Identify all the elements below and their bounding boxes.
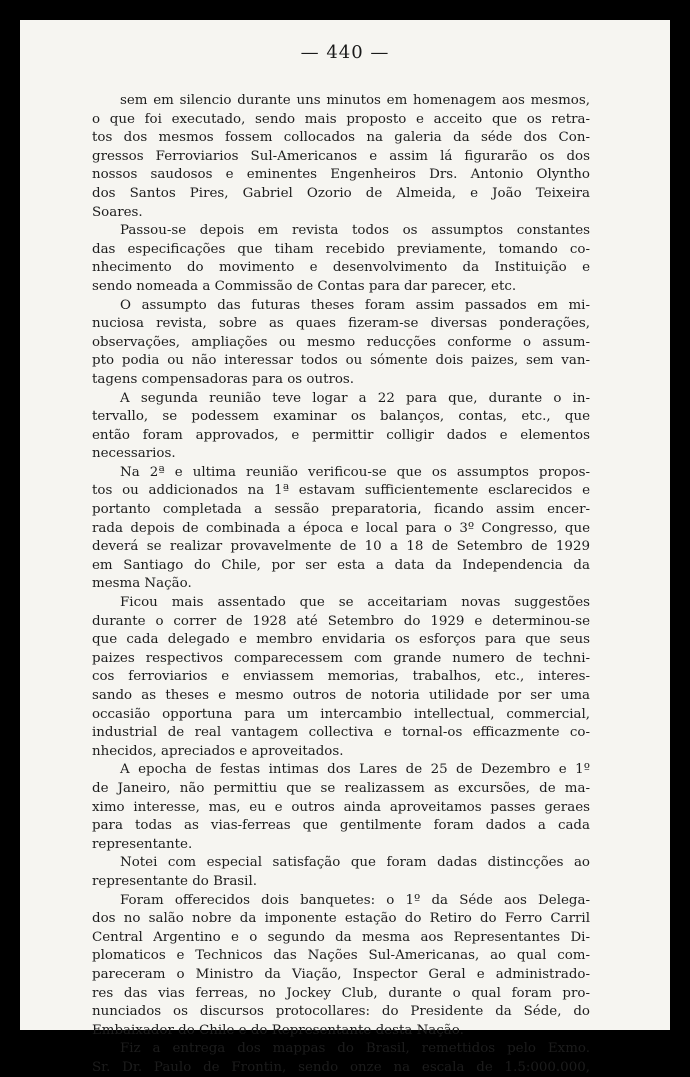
text-line: necessarios. xyxy=(92,446,176,462)
text-line: Notei com especial satisfação que foram dadas distincções ao xyxy=(120,855,590,871)
text-line: tervallo, se podessem examinar os balanços, contas, etc., que xyxy=(92,409,590,425)
paragraph xyxy=(92,464,590,594)
body-text xyxy=(92,92,590,1077)
text-line: tos dos mesmos fossem collocados na galeria da séde dos Con- xyxy=(92,130,590,146)
paragraph xyxy=(92,390,590,464)
text-line: das especificações que tiham recebido previamente, tomando co- xyxy=(92,241,590,257)
text-line: Ficou mais assentado que se acceitariam novas suggestões xyxy=(120,595,590,611)
text-line: de Janeiro, não permittiu que se realizassem as excursões, de ma- xyxy=(92,780,590,796)
text-line: sendo nomeada a Commissão de Contas para dar parecer, etc. xyxy=(92,278,517,294)
paragraph xyxy=(92,594,590,761)
text-line: representante do Brasil. xyxy=(92,873,258,889)
paragraph xyxy=(92,892,590,1041)
page-number: — 440 — xyxy=(300,42,390,63)
text-line: dos Santos Pires, Gabriel Ozorio de Almeida, e João Teixeira xyxy=(92,185,590,201)
text-line: tos ou addicionados na 1ª estavam sufficientemente esclarecidos e xyxy=(92,483,590,499)
text-line: ximo interesse, mas, eu e outros ainda aproveitamos passes geraes xyxy=(92,799,590,815)
text-line: sando as theses e mesmo outros de notoria utilidade por ser uma xyxy=(92,688,590,703)
text-line: o que foi executado, sendo mais proposto e acceito que os retra- xyxy=(92,111,590,127)
text-line: Na 2ª e ultima reunião verificou-se que os assumptos propos- xyxy=(120,464,590,480)
text-line: gressos Ferroviarios Sul-Americanos e assim lá figurarão os dos xyxy=(92,148,590,164)
paragraph xyxy=(92,1040,590,1077)
text-line: Sr. Dr. Paulo de Frontin, sendo onze na escala de 1.5:000.000, xyxy=(92,1059,590,1075)
text-line: nhecimento do movimento e desenvolvimento da Instituição e xyxy=(92,260,590,276)
text-line: deverá se realizar provavelmente de 10 a 18 de Setembro de 1929 xyxy=(92,539,590,555)
text-line: Embaixador do Chile e do Representante desta Nação. xyxy=(92,1022,464,1038)
paragraph xyxy=(92,761,590,854)
text-line: durante o correr de 1928 até Setembro do 1929 e determinou-se xyxy=(92,613,590,629)
text-line: Soares. xyxy=(92,204,143,220)
text-line: nhecidos, apreciados e aproveitados. xyxy=(92,743,344,759)
text-line: Fiz a entrega dos mappas do Brasil, remettidos pelo Exmo. xyxy=(120,1041,590,1057)
text-line: nossos saudosos e eminentes Engenheiros Drs. Antonio Olyntho xyxy=(92,167,590,183)
paragraph xyxy=(92,297,590,390)
paragraph xyxy=(92,854,590,891)
text-line: observações, ampliações ou mesmo reducções conforme o assum- xyxy=(92,334,590,350)
text-line: que cada delegado e membro envidaria os esforços para que seus xyxy=(92,632,590,648)
paragraph xyxy=(92,222,590,296)
text-line: O assumpto das futuras theses foram assim passados em mi- xyxy=(120,297,590,313)
text-line: mesma Nação. xyxy=(92,576,192,592)
text-line: paizes respectivos comparecessem com grande numero de techni- xyxy=(92,650,590,666)
text-line: portanto completada a sessão preparatoria, ficando assim encer- xyxy=(92,502,590,518)
text-line: Passou-se depois em revista todos os assumptos constantes xyxy=(120,223,590,239)
text-line: Foram offerecidos dois banquetes: o 1º da Séde aos Delega- xyxy=(120,892,590,908)
text-line: occasião opportuna para um intercambio intellectual, commercial, xyxy=(92,706,590,722)
text-line: pto podia ou não interessar todos ou sómente dois paizes, sem van- xyxy=(92,353,590,369)
text-line: sem em silencio durante uns minutos em homenagem aos mesmos, xyxy=(120,93,590,108)
text-line: nuciosa revista, sobre as quaes fizeram-se diversas ponderações, xyxy=(92,316,590,332)
text-line: cos ferroviarios e enviassem memorias, trabalhos, etc., interes- xyxy=(92,669,590,685)
text-line: nunciados os discursos protocollares: do Presidente da Séde, do xyxy=(92,1004,590,1020)
text-line: A epocha de festas intimas dos Lares de 25 de Dezembro e 1º xyxy=(120,762,590,778)
text-line: para todas as vias-ferreas que gentilmente foram dados a cada xyxy=(92,818,590,834)
text-line: tagens compensadoras para os outros. xyxy=(92,371,355,387)
text-line: em Santiago do Chile, por ser esta a data da Independencia da xyxy=(92,557,590,573)
text-line: A segunda reunião teve logar a 22 para que, durante o in- xyxy=(120,390,590,406)
text-line: res das vias ferreas, no Jockey Club, durante o qual foram pro- xyxy=(92,985,590,1001)
text-line: industrial de real vantagem collectiva e tornal-os efficazmente co- xyxy=(92,725,590,741)
document-page xyxy=(20,20,670,1075)
text-line: rada depois de combinada a época e local para o 3º Congresso, que xyxy=(92,520,590,536)
text-line: representante. xyxy=(92,836,193,852)
paragraph xyxy=(92,92,590,222)
text-line: Central Argentino e o segundo da mesma aos Representantes Di- xyxy=(92,929,590,945)
text-line: então foram approvados, e permittir colligir dados e elementos xyxy=(92,427,590,443)
text-line: plomaticos e Technicos das Nações Sul-Americanas, ao qual com- xyxy=(92,948,590,964)
text-line: dos no salão nobre da imponente estação do Retiro do Ferro Carril xyxy=(92,911,590,927)
text-line: pareceram o Ministro da Viação, Inspector Geral e administrado- xyxy=(92,966,590,982)
